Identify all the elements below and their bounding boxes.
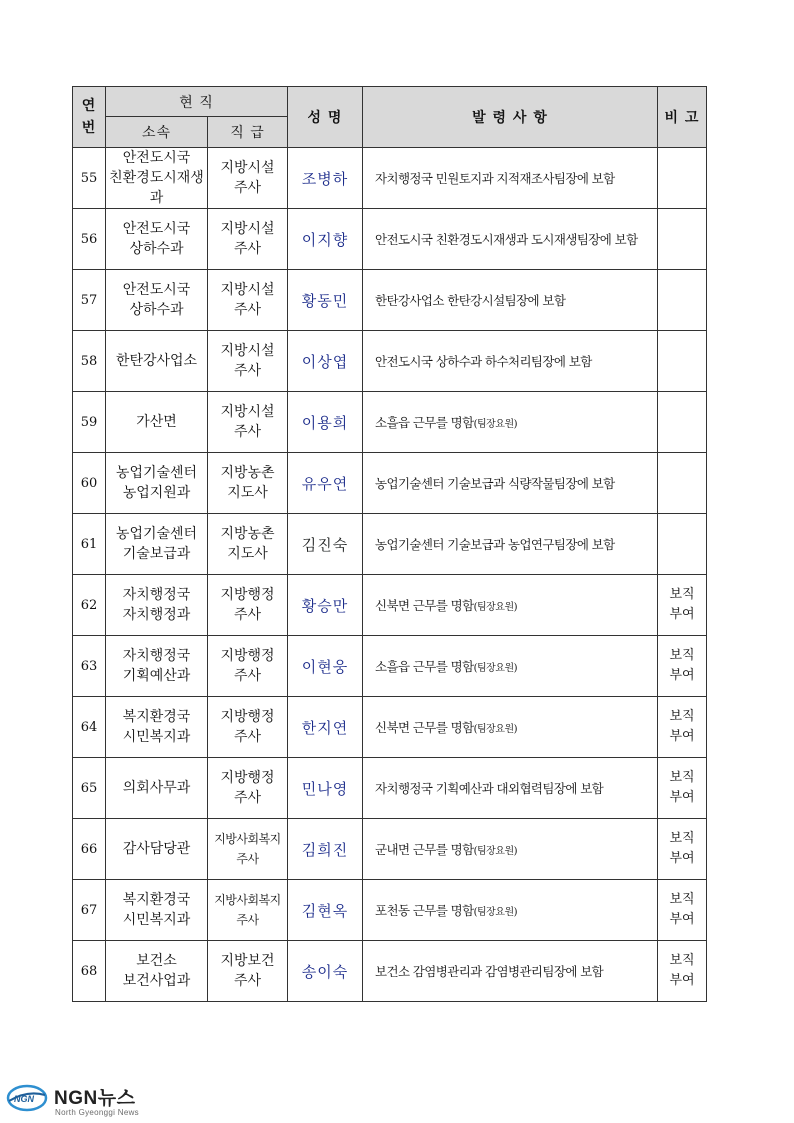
table-row — [73, 392, 707, 453]
row-note — [658, 453, 707, 514]
header-order: 발 령 사 항 — [363, 87, 658, 148]
row-rank: 지방시설 주사 — [208, 392, 288, 453]
table-row — [73, 270, 707, 331]
row-name: 조병하 — [288, 148, 363, 209]
table-row — [73, 880, 707, 941]
row-rank: 지방행정 주사 — [208, 758, 288, 819]
row-rank: 지방사회복지 주사 — [208, 880, 288, 941]
row-number: 57 — [73, 270, 106, 331]
row-rank: 지방시설 주사 — [208, 148, 288, 209]
row-number: 65 — [73, 758, 106, 819]
row-rank: 지방농촌 지도사 — [208, 514, 288, 575]
logo-name: NGN뉴스 — [54, 1088, 136, 1109]
row-number: 66 — [73, 819, 106, 880]
row-note — [658, 392, 707, 453]
appointment-suffix: (팀장요원) — [473, 724, 518, 735]
appointment-text: 농업기술센터 기술보급과 식량작물팀장에 보함 — [375, 476, 615, 491]
row-appointment — [363, 453, 658, 514]
row-name: 이현웅 — [288, 636, 363, 697]
ngn-globe-icon — [6, 1084, 48, 1112]
row-note: 보직 부여 — [658, 575, 707, 636]
row-name: 김희진 — [288, 819, 363, 880]
row-rank: 지방행정 주사 — [208, 636, 288, 697]
table-row — [73, 819, 707, 880]
appointment-text: 군내면 근무를 명함 — [375, 842, 474, 857]
row-number: 58 — [73, 331, 106, 392]
row-appointment — [363, 819, 658, 880]
logo-subtitle: North Gyeonggi News — [55, 1108, 139, 1117]
row-department: 안전도시국 상하수과 — [106, 270, 208, 331]
appointment-text: 안전도시국 친환경도시재생과 도시재생팀장에 보함 — [375, 232, 638, 247]
row-department: 복지환경국 시민복지과 — [106, 880, 208, 941]
row-number: 68 — [73, 941, 106, 1002]
appointment-text: 한탄강사업소 한탄강시설팀장에 보함 — [375, 293, 566, 308]
row-rank: 지방농촌 지도사 — [208, 453, 288, 514]
row-number: 63 — [73, 636, 106, 697]
row-rank: 지방행정 주사 — [208, 575, 288, 636]
row-appointment — [363, 270, 658, 331]
row-department: 보건소 보건사업과 — [106, 941, 208, 1002]
table-row — [73, 697, 707, 758]
row-name: 김현옥 — [288, 880, 363, 941]
row-department: 안전도시국 상하수과 — [106, 209, 208, 270]
row-appointment — [363, 392, 658, 453]
appointment-text: 소흘읍 근무를 명함 — [375, 659, 474, 674]
table-row — [73, 514, 707, 575]
row-name: 한지연 — [288, 697, 363, 758]
table-row — [73, 331, 707, 392]
appointment-text: 신북면 근무를 명함 — [375, 720, 474, 735]
ngn-news-logo — [6, 1078, 176, 1118]
row-department: 한탄강사업소 — [106, 331, 208, 392]
appointment-text: 자치행정국 민원토지과 지적재조사팀장에 보함 — [375, 171, 615, 186]
row-note — [658, 270, 707, 331]
row-rank: 지방보건 주사 — [208, 941, 288, 1002]
row-appointment — [363, 331, 658, 392]
row-department: 농업기술센터 기술보급과 — [106, 514, 208, 575]
row-appointment — [363, 636, 658, 697]
table-row — [73, 941, 707, 1002]
row-name: 황승만 — [288, 575, 363, 636]
row-name: 송이숙 — [288, 941, 363, 1002]
row-name: 이지향 — [288, 209, 363, 270]
row-note — [658, 514, 707, 575]
row-number: 60 — [73, 453, 106, 514]
row-number: 62 — [73, 575, 106, 636]
table-row — [73, 148, 707, 209]
appointment-text: 신북면 근무를 명함 — [375, 598, 474, 613]
appointment-text: 농업기술센터 기술보급과 농업연구팀장에 보함 — [375, 537, 615, 552]
header-note: 비 고 — [658, 87, 707, 148]
row-appointment — [363, 148, 658, 209]
row-rank: 지방시설 주사 — [208, 331, 288, 392]
row-note: 보직 부여 — [658, 636, 707, 697]
row-rank: 지방시설 주사 — [208, 209, 288, 270]
row-name: 이용희 — [288, 392, 363, 453]
appointment-text: 자치행정국 기획예산과 대외협력팀장에 보함 — [375, 781, 604, 796]
row-note: 보직 부여 — [658, 880, 707, 941]
row-department: 농업기술센터 농업지원과 — [106, 453, 208, 514]
appointment-text: 보건소 감염병관리과 감염병관리팀장에 보함 — [375, 964, 604, 979]
appointment-suffix: (팀장요원) — [473, 663, 518, 674]
table-row — [73, 758, 707, 819]
row-department: 자치행정국 자치행정과 — [106, 575, 208, 636]
row-rank: 지방사회복지 주사 — [208, 819, 288, 880]
row-name: 유우연 — [288, 453, 363, 514]
personnel-table — [72, 86, 707, 1002]
appointment-suffix: (팀장요원) — [473, 907, 518, 918]
row-note: 보직 부여 — [658, 819, 707, 880]
row-number: 64 — [73, 697, 106, 758]
appointment-suffix: (팀장요원) — [473, 602, 518, 613]
row-appointment — [363, 209, 658, 270]
table-row — [73, 575, 707, 636]
row-note — [658, 331, 707, 392]
row-appointment — [363, 758, 658, 819]
row-note: 보직 부여 — [658, 758, 707, 819]
header-rank: 직 급 — [208, 117, 288, 148]
row-department: 가산면 — [106, 392, 208, 453]
svg-text:NGN: NGN — [14, 1094, 34, 1104]
row-note — [658, 209, 707, 270]
table-row — [73, 636, 707, 697]
row-department: 안전도시국 친환경도시재생과 — [106, 148, 208, 209]
row-rank: 지방행정 주사 — [208, 697, 288, 758]
row-number: 56 — [73, 209, 106, 270]
row-appointment — [363, 575, 658, 636]
row-appointment — [363, 941, 658, 1002]
row-number: 67 — [73, 880, 106, 941]
appointment-text: 포천동 근무를 명함 — [375, 903, 474, 918]
appointment-text: 소흘읍 근무를 명함 — [375, 415, 474, 430]
row-note: 보직 부여 — [658, 697, 707, 758]
row-note — [658, 148, 707, 209]
row-department: 감사담당관 — [106, 819, 208, 880]
row-department: 의회사무과 — [106, 758, 208, 819]
appointment-text: 안전도시국 상하수과 하수처리팀장에 보함 — [375, 354, 592, 369]
row-appointment — [363, 880, 658, 941]
table-row — [73, 209, 707, 270]
row-note: 보직 부여 — [658, 941, 707, 1002]
header-seq: 연 번 — [73, 87, 106, 148]
row-appointment — [363, 514, 658, 575]
row-name: 김진숙 — [288, 514, 363, 575]
header-name: 성 명 — [288, 87, 363, 148]
row-appointment — [363, 697, 658, 758]
row-rank: 지방시설 주사 — [208, 270, 288, 331]
appointment-suffix: (팀장요원) — [473, 419, 518, 430]
row-department: 자치행정국 기획예산과 — [106, 636, 208, 697]
table-row — [73, 453, 707, 514]
appointment-suffix: (팀장요원) — [473, 846, 518, 857]
row-number: 59 — [73, 392, 106, 453]
row-name: 민나영 — [288, 758, 363, 819]
row-name: 황동민 — [288, 270, 363, 331]
header-dept: 소속 — [106, 117, 208, 148]
row-number: 55 — [73, 148, 106, 209]
row-number: 61 — [73, 514, 106, 575]
header-current: 현 직 — [106, 87, 288, 117]
row-name: 이상엽 — [288, 331, 363, 392]
row-department: 복지환경국 시민복지과 — [106, 697, 208, 758]
